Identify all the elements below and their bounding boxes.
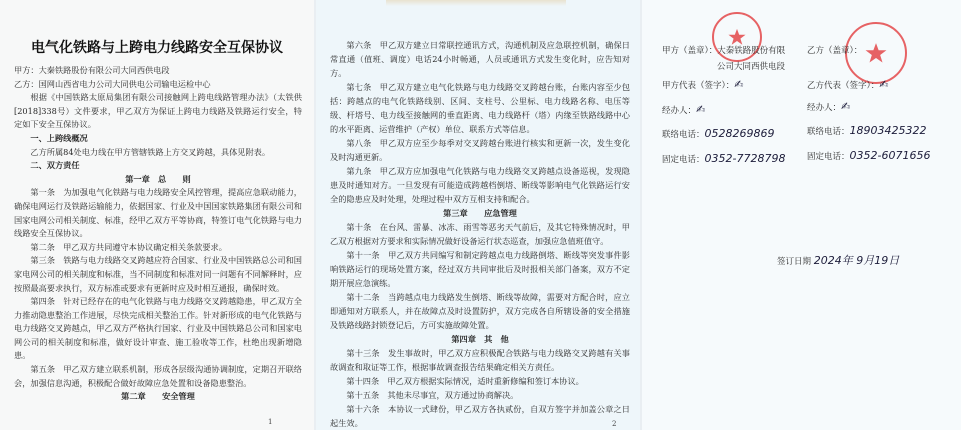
- chapter-heading: 第三章 应急管理: [443, 208, 517, 218]
- seal-star-icon: [865, 42, 887, 64]
- party-a-handler-label: 经办人：: [662, 106, 697, 116]
- party-b-contact-value: 18903425322: [849, 124, 927, 137]
- page-3: [642, 0, 961, 430]
- section-text: 乙方所属84处电力线在甲方管辖铁路上方交叉跨越，具体见附表。: [30, 146, 271, 157]
- party-b-contact-label: 联络电话：: [807, 127, 850, 137]
- party-b-rep-label: 乙方代表（签字）：: [807, 81, 880, 91]
- seal-star-icon: [728, 28, 746, 46]
- article: 第十三条 发生事故时，甲乙双方应积极配合铁路与电力线路交叉跨越有关事故调查和取证等工作，根据事故调查报告结果确定相关方责任。: [330, 348, 630, 372]
- article: 第六条 甲乙双方建立日常联控通讯方式，沟通机制及应急联控机制，确保日常直通（值班、调度）电话24小时畅通，人员或通讯方式发生变化时，应告知对方。: [330, 40, 630, 78]
- article: 第四条 针对已经存在的电气化铁路与电力线路交叉跨越隐患，甲乙双方全力推动隐患整治工作进展，尽快完成相关整治工作。针对新形成的电气化铁路与电力线路交叉跨越点，甲乙双方严格执行国家、行业及中国铁路总公司和国家电网公司的相关制度和标准，做好设计审查、施工验收等工作，杜绝出现新增隐患。: [14, 296, 302, 361]
- party-b-handler-label: 经办人：: [807, 103, 842, 113]
- article: 第一条 为加强电气化铁路与电力线路安全风控管理，提高应急联动能力，确保电网运行及铁路运输能力，依据国家、行业及中国国家铁路集团有限公司和国家电网公司相关制度、标准，经甲乙双方平等协商，特签订电气化铁路与电力线路安全互保协议。: [14, 187, 302, 239]
- party-b: 乙方：国网山西省电力公司大同供电公司输电运检中心: [14, 78, 211, 89]
- article: 第十一条 甲乙双方共同编写和制定跨越点电力线路倒塔、断线等突发事件影响铁路运行的现场处置方案，经过双方共同审批后及时报相关部门备案，双方不定期开展应急演练。: [330, 250, 630, 288]
- page-2-body: [330, 38, 630, 430]
- article: 第五条 甲乙双方建立联系机制，形成各层级沟通协调制度，定期召开联络会，加强信息沟通，积极配合做好故障应急处置和设备隐患整治。: [14, 364, 302, 388]
- article: 第十条 在台风、雷暴、冰冻、雨雪等恶劣天气前后，及其它特殊情况时，甲乙双方根据对方要求和实际情况做好设备运行状态巡查，加强应急值班值守。: [330, 222, 630, 246]
- section-heading: 一、上跨线概况: [30, 132, 88, 143]
- chapter-heading: 第一章 总 则: [125, 173, 191, 184]
- article: 第十五条 其他未尽事宜，双方通过协商解决。: [346, 390, 519, 400]
- page-number: 2: [612, 420, 617, 428]
- party-b-seal-label: 乙方（盖章）：: [807, 46, 863, 56]
- party-b-fixed-label: 固定电话：: [807, 152, 850, 162]
- page-2: [316, 0, 640, 430]
- article: 第三条 铁路与电力线路交叉跨越应符合国家、行业及中国铁路总公司和国家电网公司的相关制度和标准，当不同制度和标准对同一问题有不同解释时，应按照最高要求执行，双方标准或要求有更新时应及时相互通报，确保时效。: [14, 255, 302, 293]
- party-a-name-line2: 公司大同西供电段: [717, 62, 786, 72]
- party-a: 甲方：大秦铁路股份有限公司大同西供电段: [14, 65, 170, 75]
- scan-edge: [386, 0, 566, 6]
- article: 第九条 甲乙双方应加强电气化铁路与电力线路交叉跨越点设备巡视，发现隐患及时通知对方。一旦发现有可能造成跨越档倒塔、断线等影响电气化铁路运行安全的隐患应及时处理，处理过程中双方互相支持和配合。: [330, 166, 630, 204]
- page-1: [0, 0, 314, 430]
- party-a-rep-label: 甲方代表（签字）：: [662, 81, 735, 91]
- signature-b-handler: ✍: [841, 100, 851, 113]
- signing-date-value: 2024年 9月19日: [813, 254, 900, 267]
- party-b-fixed-value: 0352-6071656: [849, 149, 931, 162]
- article: 第十二条 当跨越点电力线路发生倒塔、断线等故障，需要对方配合时，应立即通知对方联系人，并在故障点及时设置防护，双方完成各自所辖设备的安全措施及铁路线路封锁登记后，方可实施故障处置。: [330, 292, 630, 330]
- signature-a-handler: ✍: [696, 103, 706, 116]
- party-a-seal-label: 甲方（盖章）：: [662, 46, 718, 56]
- intro: 根据《中国铁路太原局集团有限公司接触网上跨电线路管理办法》（太铁供[2018]338号）文件要求，甲乙双方为保证上跨电力线路及铁路运行安全，特定如下安全互保协议。: [14, 92, 302, 130]
- chapter-heading: 第二章 安全管理: [121, 391, 195, 402]
- article: 第八条 甲乙双方应至少每季对交叉跨越台账进行核实和更新一次，发生变化及时沟通更新。: [330, 138, 630, 162]
- party-a-fixed-label: 固定电话：: [662, 155, 705, 165]
- party-a-name: 大秦铁路股份有限: [717, 46, 786, 56]
- party-a-contact-label: 联络电话：: [662, 130, 705, 140]
- article: 第二条 甲乙双方共同遵守本协议确定相关条款要求。: [30, 241, 227, 252]
- signature-a-rep: ✍: [734, 78, 744, 91]
- page-number: 1: [268, 418, 273, 426]
- party-a-contact-value: 0528269869: [704, 127, 775, 140]
- signing-date-label: 签订日期: [777, 257, 812, 267]
- section-heading: 二、双方责任: [30, 160, 80, 171]
- chapter-heading: 第四章 其 他: [451, 334, 509, 344]
- signature-b-rep: ✍: [879, 78, 889, 91]
- document-title: 电气化铁路与上跨电力线路安全互保协议: [31, 40, 283, 56]
- page-1-body: [14, 64, 302, 404]
- article: 第七条 甲乙双方建立电气化铁路与电力线路交叉跨越台账，台账内容至少包括：跨越点的电气化铁路线别、区间、支柱号、公里标、电力线路名称、电压等级、杆塔号、电力线至接触网的垂直距离、电力线路杆（塔）内缘至铁路线路中心的水平距离、运营维护（产权）单位、联系方式等信息。: [330, 82, 630, 134]
- article: 第十四条 甲乙双方根据实际情况，适时重新修编和签订本协议。: [346, 376, 584, 386]
- article: 第十六条 本协议一式肆份，甲乙双方各执贰份，自双方签字并加盖公章之日起生效。: [330, 404, 630, 428]
- party-a-fixed-value: 0352-7728798: [704, 152, 786, 165]
